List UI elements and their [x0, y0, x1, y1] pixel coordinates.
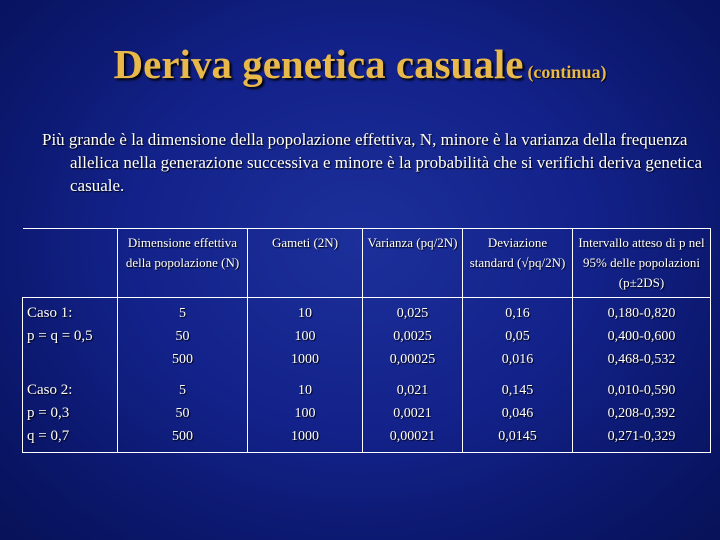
interval-cell — [573, 375, 711, 453]
intro-paragraph: Più grande è la dimensione della popolazione effettiva, N, minore è la varianza della frequenza allelica nella generazione successiva e minore è la probabilità che si verifichi deriva genetica casuale. — [42, 130, 702, 195]
std-dev-cell — [463, 375, 573, 453]
case-params: p = q = 0,5 — [27, 328, 93, 344]
value: 0,0025 — [393, 329, 432, 344]
title-main: Deriva genetica casuale — [113, 41, 524, 87]
n-cell — [118, 375, 248, 453]
value: 500 — [172, 352, 193, 367]
case-title: Caso 2: — [27, 382, 73, 398]
slide-title — [0, 40, 720, 88]
header-variance: Varianza (pq/2N) — [363, 229, 463, 298]
value: 0,0145 — [498, 429, 537, 444]
case-cell — [23, 298, 118, 376]
value: 0,05 — [505, 329, 530, 344]
value: 0,0021 — [393, 406, 432, 421]
value: 10 — [298, 306, 312, 321]
value: 0,025 — [396, 306, 429, 321]
value: 0,00021 — [389, 429, 436, 444]
variance-cell — [363, 375, 463, 453]
n-cell — [118, 298, 248, 376]
table-header-row — [23, 229, 711, 298]
value: 0,010-0,590 — [607, 383, 676, 398]
value: 1000 — [291, 429, 319, 444]
value: 5 — [179, 383, 186, 398]
case-title: Caso 1: — [27, 305, 73, 321]
value: 50 — [175, 329, 190, 344]
value: 5 — [179, 306, 186, 321]
header-std-dev: Deviazione standard (√pq/2N) — [463, 229, 573, 298]
drift-table — [22, 228, 711, 453]
value: 0,016 — [501, 352, 534, 367]
header-interval: Intervallo atteso di p nel 95% delle popolazioni (p±2DS) — [573, 229, 711, 298]
case-params: q = 0,7 — [27, 428, 70, 444]
header-gametes: Gameti (2N) — [248, 229, 363, 298]
value: 0,046 — [501, 406, 534, 421]
std-dev-cell — [463, 298, 573, 376]
value: 0,400-0,600 — [607, 329, 676, 344]
value: 0,271-0,329 — [607, 429, 676, 444]
title-subtitle: (continua) — [527, 62, 607, 82]
value: 0,021 — [396, 383, 429, 398]
value: 50 — [175, 406, 190, 421]
value: 100 — [294, 406, 316, 421]
value: 0,16 — [505, 306, 530, 321]
header-population-size: Dimensione effettiva della popolazione (N) — [118, 229, 248, 298]
value: 0,145 — [501, 383, 534, 398]
gametes-cell — [248, 375, 363, 453]
gametes-cell — [248, 298, 363, 376]
case-cell — [23, 375, 118, 453]
value: 100 — [294, 329, 316, 344]
value: 0,468-0,532 — [607, 352, 676, 367]
header-empty — [23, 229, 118, 298]
interval-cell — [573, 298, 711, 376]
value: 1000 — [291, 352, 319, 367]
table-row — [23, 375, 711, 453]
value: 10 — [298, 383, 312, 398]
variance-cell — [363, 298, 463, 376]
case-params: p = 0,3 — [27, 405, 70, 421]
value: 0,00025 — [389, 352, 436, 367]
value: 500 — [172, 429, 193, 444]
value: 0,208-0,392 — [607, 406, 676, 421]
value: 0,180-0,820 — [607, 306, 676, 321]
table-row — [23, 298, 711, 376]
